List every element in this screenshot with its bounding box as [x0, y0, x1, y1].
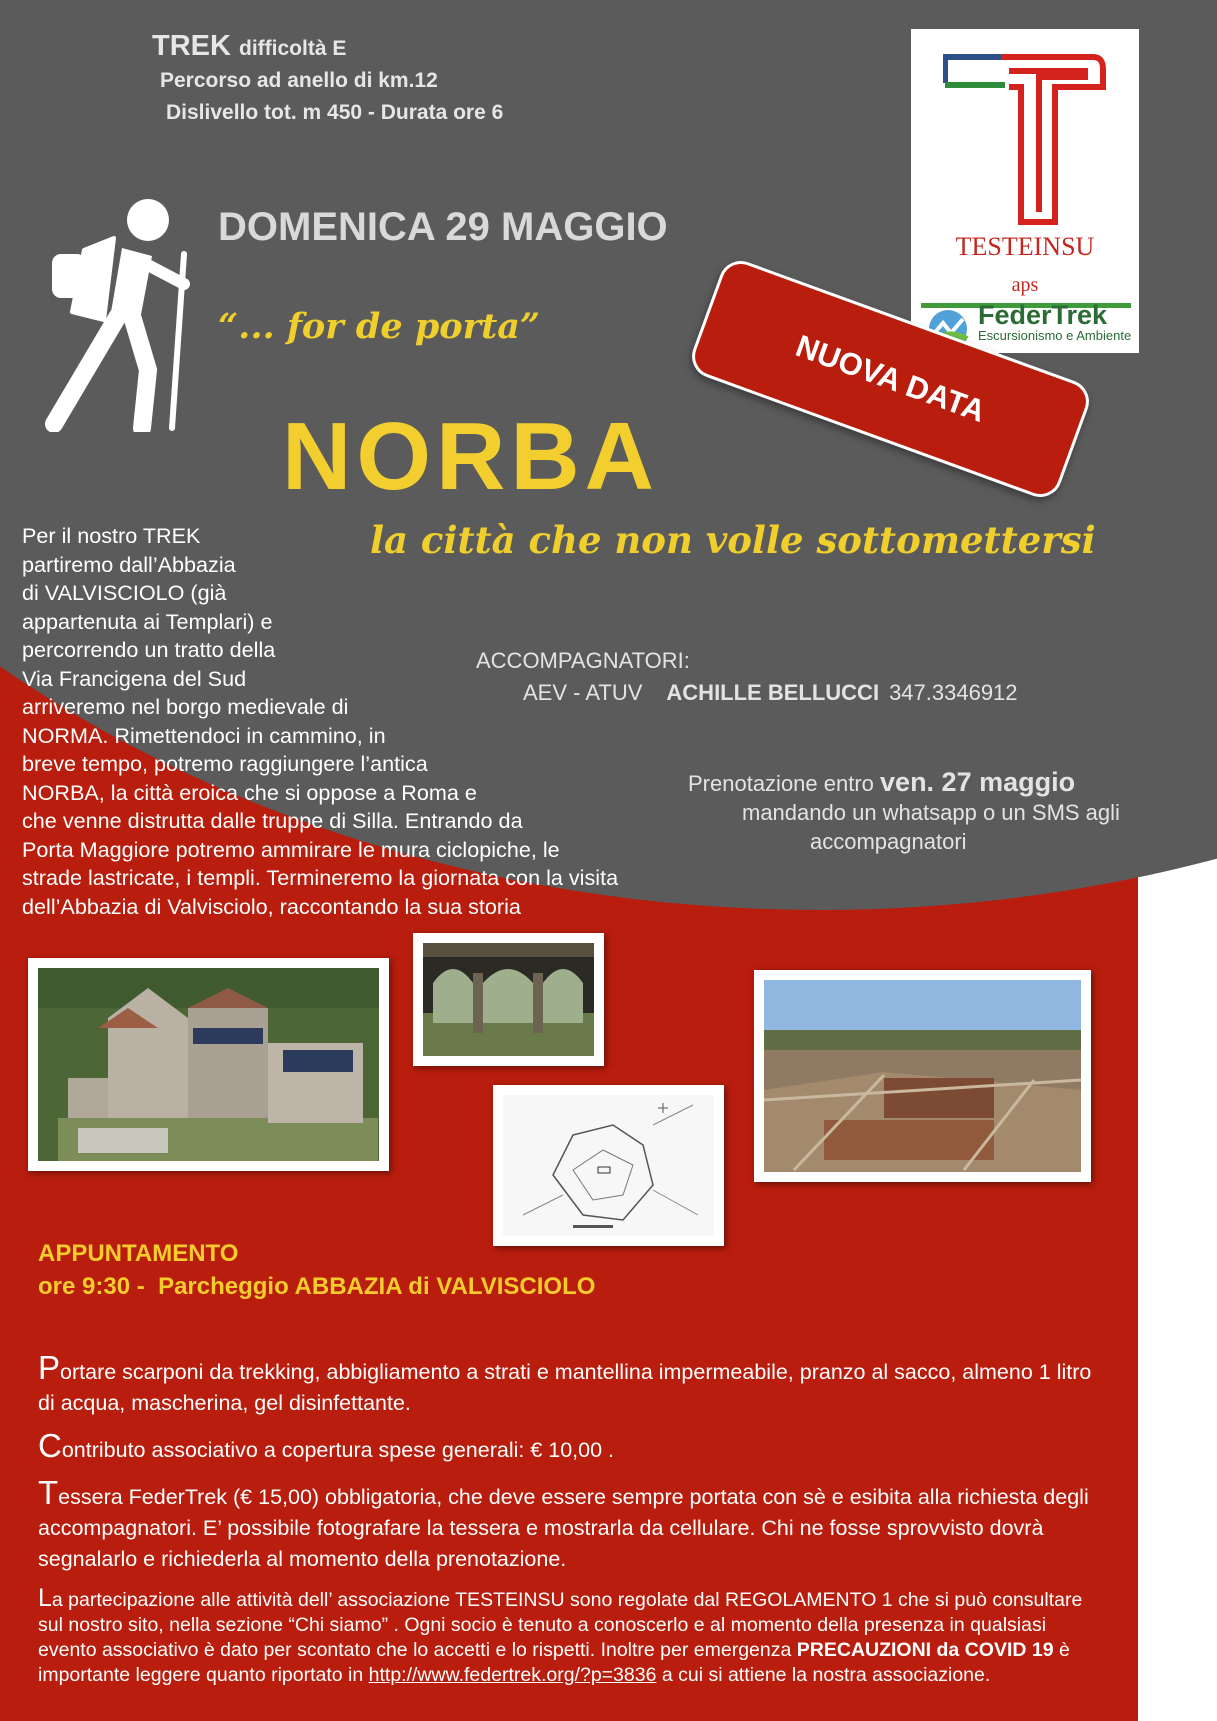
intro-line: che venne distrutta dalle truppe di Silla. Entrando da [22, 808, 523, 833]
note-text: essera FederTrek (€ 15,00) obbligatoria, che deve essere sempre portata con sè e esibita alla richiesta degli accompagnatori. E’ possibile fotografare la tessera e mostrarla da cellulare. Chi ne fosse sprovvisto dovrà segnalarlo e richiederla al momento della prenotazione. [38, 1485, 1089, 1571]
note-text: ontributo associativo a copertura spese generali: € 10,00 . [61, 1438, 615, 1462]
intro-line: percorrendo un tratto della [22, 637, 276, 662]
booking-prefix: Prenotazione entro [688, 771, 874, 796]
note-contribution [38, 1427, 1098, 1466]
intro-line: appartenuta ai Templari) e [22, 608, 273, 634]
guide-name: ACHILLE BELLUCCI [666, 680, 880, 705]
guide-phone: 347.3346912 [889, 680, 1018, 705]
testeinsu-logo [911, 29, 1139, 353]
abbazia-aerial-image [38, 968, 379, 1161]
federtrek-name: FederTrek [978, 300, 1108, 330]
federtrek-subtitle: Escursionismo e Ambiente [978, 328, 1132, 343]
note-initial: T [38, 1474, 59, 1511]
norba-ruins-image [764, 980, 1081, 1172]
trek-label: TREK [152, 30, 231, 62]
norba-map-image [503, 1095, 714, 1236]
event-date: DOMENICA 29 MAGGIO [218, 205, 668, 249]
guides-label: ACCOMPAGNATORI: [476, 648, 690, 673]
intro-line: NORBA, la città eroica che si oppose a Roma e [22, 779, 477, 805]
event-title: NORBA [282, 403, 659, 510]
badge-text: NUOVA DATA [791, 328, 990, 429]
intro-line: dell’Abbazia di Valvisciolo, raccontando la sua storia [22, 893, 521, 919]
trek-elevation: Dislivello tot. m 450 - Durata ore 6 [166, 101, 504, 124]
photo-ruins [754, 970, 1091, 1182]
guides-block [476, 648, 1018, 706]
note-initial: P [38, 1349, 61, 1386]
note-membership [38, 1474, 1098, 1575]
intro-line: Porta Maggiore potremo ammirare le mura ciclopiche, le [22, 836, 560, 862]
event-subtitle: la città che non volle sottomettersi [370, 518, 1096, 562]
hiker-icon [44, 192, 214, 432]
note-initial: C [38, 1427, 62, 1464]
booking-block [688, 768, 1188, 856]
intro-line: arriveremo nel borgo medievale di [22, 694, 349, 719]
guides-roles: AEV - ATUV [523, 680, 643, 705]
appointment-label: APPUNTAMENTO [38, 1240, 239, 1267]
intro-line: strade lastricate, i templi. Termineremo la giornata con la visita [22, 865, 619, 890]
note-initial: L [38, 1584, 52, 1612]
intro-line: Via Francigena del Sud [22, 665, 247, 691]
notes [38, 1349, 1098, 1699]
trek-difficulty: difficoltà E [239, 37, 347, 60]
intro-line: Per il nostro TREK [22, 523, 201, 548]
appointment [38, 1237, 595, 1303]
trek-route: Percorso ad anello di km.12 [160, 69, 438, 92]
photo-abbazia [28, 958, 389, 1171]
trek-info [152, 30, 503, 125]
note-text: a partecipazione alle attività dell’ associazione TESTEINSU sono regolate dal REGOLAMENTO 1 che si può consultare sul nostro sito, nella sezione “Chi siamo” . Ogni socio è tenuto a conoscerlo e al momento della presenza in qualsiasi evento associativo è dato per scontato che lo accetti e lo rispetti. Inoltre per emergenza [38, 1589, 1083, 1661]
intro-line: breve tempo, potremo raggiungere l’antica [22, 751, 428, 776]
photo-cloister [413, 933, 604, 1066]
testeinsu-name: TESTEINSU [955, 232, 1095, 261]
cloister-image [423, 943, 594, 1056]
photo-map [493, 1085, 724, 1246]
testeinsu-aps: aps [1011, 274, 1039, 296]
appointment-time: ore 9:30 - [38, 1273, 145, 1300]
intro-paragraph [22, 522, 722, 921]
intro-line: NORMA. Rimettendoci in cammino, in [22, 722, 386, 748]
covid-notice: PRECAUZIONI da COVID 19 [796, 1639, 1054, 1661]
note-rules [38, 1586, 1098, 1688]
note-text: ortare scarponi da trekking, abbigliamento a strati e mantellina impermeabile, pranzo al sacco, almeno 1 litro di acqua, mascherina, gel disinfettante. [38, 1360, 1092, 1415]
note-text: a cui si attiene la nostra associazione. [661, 1664, 991, 1686]
booking-line2: mandando un whatsapp o un SMS agli [742, 800, 1120, 825]
federtrek-link[interactable]: http://www.federtrek.org/?p=3836 [368, 1664, 657, 1686]
booking-deadline: ven. 27 maggio [880, 767, 1076, 797]
appointment-place: Parcheggio ABBAZIA di VALVISCIOLO [158, 1273, 596, 1300]
intro-line: partiremo dall’Abbazia [22, 551, 236, 577]
note-text: è importante leggere quanto riportato in [38, 1639, 1070, 1686]
booking-line3: accompagnatori [810, 829, 967, 854]
testeinsu-t-icon [943, 47, 1113, 227]
intro-line: di VALVISCIOLO (già [22, 580, 227, 605]
event-tagline: “... for de porta” [218, 306, 541, 347]
note-equipment [38, 1349, 1098, 1419]
